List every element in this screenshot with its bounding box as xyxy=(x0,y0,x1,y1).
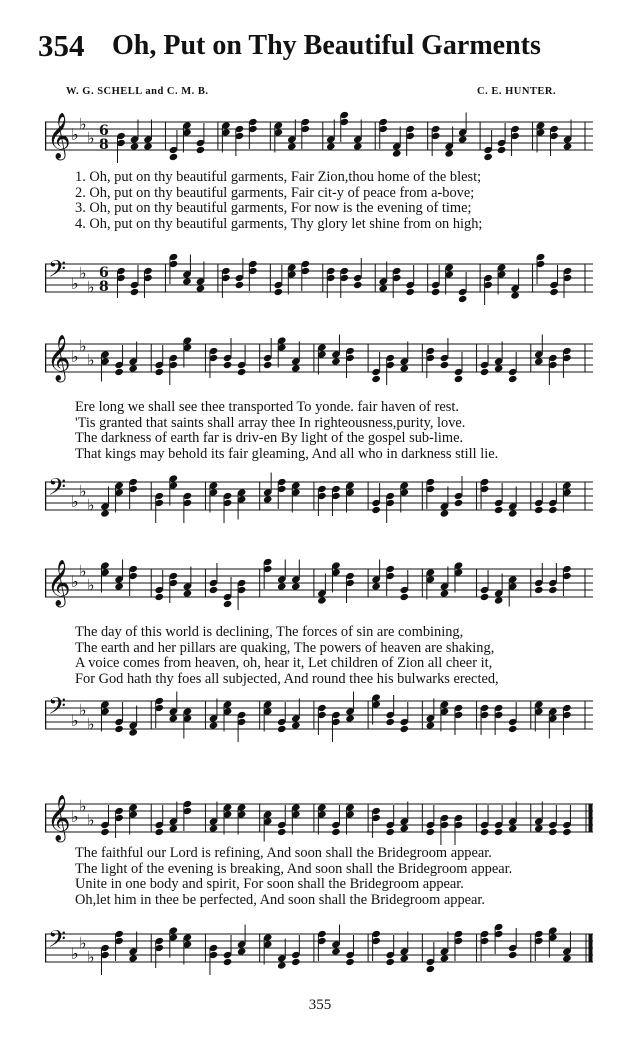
flat-icon: ♭ xyxy=(71,125,79,144)
treble-staff xyxy=(45,330,593,390)
note-head xyxy=(100,509,110,517)
note-head xyxy=(548,506,558,514)
note-head xyxy=(331,357,341,365)
lyrics-block-3 xyxy=(75,625,603,687)
hymn-number: 354 xyxy=(38,28,85,63)
flat-icon: ♭ xyxy=(87,495,95,515)
lyric-line: 3. Oh, put on thy beautiful garments, For now is the evening of time; xyxy=(75,200,472,216)
note-head xyxy=(114,368,124,376)
time-signature-denominator: 8 xyxy=(99,137,109,153)
note-head xyxy=(130,142,140,150)
bass-staff xyxy=(45,468,593,528)
note-head xyxy=(128,728,138,736)
note-head xyxy=(154,828,164,836)
note-head xyxy=(508,509,518,517)
note-head xyxy=(399,824,409,832)
note-head xyxy=(440,361,450,369)
flat-icon: ♭ xyxy=(79,933,87,953)
flat-icon: ♭ xyxy=(79,561,87,581)
note-head xyxy=(458,295,468,303)
treble-clef-icon: 𝄞 xyxy=(47,560,71,606)
note-head xyxy=(385,718,395,726)
note-head xyxy=(548,828,558,836)
bass-clef-icon: 𝄢 xyxy=(48,255,67,288)
lyric-line: Unite in one body and spirit, For soon shall the Bridegroom appear. xyxy=(75,876,464,892)
lyric-line: The darkness of earth far is driv-en By light of the gospel sub-lime. xyxy=(75,430,464,446)
note-head xyxy=(169,824,179,832)
time-signature-numerator: 6 xyxy=(99,123,109,139)
note-head xyxy=(183,589,193,597)
note-head xyxy=(371,506,381,514)
flat-icon: ♭ xyxy=(87,575,95,595)
note-head xyxy=(182,277,192,285)
note-head xyxy=(392,149,402,157)
flat-icon: ♭ xyxy=(71,347,79,366)
note-head xyxy=(371,375,381,383)
note-head xyxy=(209,824,219,832)
flat-icon: ♭ xyxy=(87,128,95,148)
note-head xyxy=(508,375,518,383)
note-head xyxy=(169,153,179,161)
note-head xyxy=(326,142,336,150)
note-head xyxy=(345,714,355,722)
lyric-line: Oh,let him in thee be perfected, And soon shall the Bridegroom appear. xyxy=(75,891,486,908)
note-head xyxy=(237,947,247,955)
flat-icon: ♭ xyxy=(71,572,79,591)
note-head xyxy=(274,288,284,296)
note-head xyxy=(431,288,441,296)
lyric-line: For God hath thy foes all subjected, And round thee his bulwarks erected, xyxy=(75,670,499,687)
flat-icon: ♭ xyxy=(79,700,87,720)
note-head xyxy=(508,824,518,832)
note-head xyxy=(263,361,273,369)
lyric-line: 1. Oh, put on thy beautiful garments, Fair Zion,thou home of the blest; xyxy=(75,169,482,185)
note-head xyxy=(405,288,415,296)
flat-icon: ♭ xyxy=(71,807,79,826)
lyric-line: Ere long we shall see thee transported To yonde. fair haven of rest. xyxy=(75,399,459,415)
flat-icon: ♭ xyxy=(71,274,79,293)
note-head xyxy=(444,149,454,157)
note-head xyxy=(130,288,140,296)
lyric-line: 4. Oh, put on thy beautiful garments, Thy glory let shine from on high; xyxy=(75,215,483,232)
lyric-line: The light of the evening is breaking, And soon shall the Bridegroom appear. xyxy=(75,860,513,877)
lyric-line: A voice comes from heaven, oh, hear it, Let children of Zion all cheer it, xyxy=(75,655,493,671)
flat-icon: ♭ xyxy=(79,796,87,816)
bass-staff xyxy=(45,687,593,747)
note-head xyxy=(534,824,544,832)
note-head xyxy=(426,828,436,836)
note-head xyxy=(331,947,341,955)
bass-clef-icon: 𝄢 xyxy=(48,473,67,506)
note-head xyxy=(317,596,327,604)
note-head xyxy=(563,142,573,150)
note-head xyxy=(440,589,450,597)
note-head xyxy=(548,586,558,594)
treble-clef-icon: 𝄞 xyxy=(47,113,71,159)
note-head xyxy=(480,368,490,376)
note-head xyxy=(454,499,464,507)
note-head xyxy=(345,958,355,966)
lyric-line: The day of this world is declining, The forces of sin are combining, xyxy=(75,624,464,640)
treble-staff xyxy=(45,790,593,850)
lyrics-block-4 xyxy=(75,846,603,908)
composer-credit: C. E. HUNTER. xyxy=(477,86,557,97)
note-head xyxy=(549,288,559,296)
page-number: 355 xyxy=(308,997,332,1013)
bass-clef-icon: 𝄢 xyxy=(48,692,67,725)
lyricist-credit: W. G. SCHELL and C. M. B. xyxy=(66,86,209,97)
bass-staff xyxy=(45,920,593,980)
note-head xyxy=(128,954,138,962)
flat-icon: ♭ xyxy=(87,810,95,830)
note-head xyxy=(287,142,297,150)
music-system-1 xyxy=(45,108,593,308)
flat-icon: ♭ xyxy=(79,263,87,283)
note-head xyxy=(454,375,464,383)
note-head xyxy=(426,965,436,973)
flat-icon: ♭ xyxy=(79,336,87,356)
flat-icon: ♭ xyxy=(87,277,95,297)
note-head xyxy=(291,582,301,590)
note-head xyxy=(494,364,504,372)
bass-clef-icon: 𝄢 xyxy=(48,925,67,958)
note-head xyxy=(223,600,233,608)
note-head xyxy=(480,828,490,836)
treble-staff xyxy=(45,108,593,168)
flat-icon: ♭ xyxy=(87,947,95,967)
note-head xyxy=(209,721,219,729)
note-head xyxy=(562,828,572,836)
music-system-4 xyxy=(45,790,593,990)
note-head xyxy=(440,954,450,962)
bass-staff xyxy=(45,250,593,310)
note-head xyxy=(480,593,490,601)
note-head xyxy=(223,958,233,966)
note-head xyxy=(494,828,504,836)
lyrics-block-1 xyxy=(75,170,603,232)
treble-staff xyxy=(45,555,593,615)
lyric-line: The faithful our Lord is refining, And soon shall the Bridegroom appear. xyxy=(75,845,492,861)
time-signature-numerator: 6 xyxy=(99,265,109,281)
flat-icon: ♭ xyxy=(79,481,87,501)
flat-icon: ♭ xyxy=(71,944,79,963)
note-head xyxy=(353,281,363,289)
music-system-2 xyxy=(45,330,593,530)
lyric-line: 'Tis granted that saints shall array thee In righteousness,purity, love. xyxy=(75,414,466,431)
lyric-line: The earth and her pillars are quaking, The powers of heaven are shaking, xyxy=(75,639,495,656)
note-head xyxy=(277,828,287,836)
note-head xyxy=(353,142,363,150)
note-head xyxy=(291,958,301,966)
note-head xyxy=(508,951,518,959)
note-head xyxy=(497,146,507,154)
music-system-3 xyxy=(45,555,593,755)
flat-icon: ♭ xyxy=(87,350,95,370)
note-head xyxy=(458,135,468,143)
note-head xyxy=(196,284,206,292)
note-head xyxy=(209,586,219,594)
note-head xyxy=(331,828,341,836)
note-head xyxy=(223,361,233,369)
note-head xyxy=(154,368,164,376)
hymn-title: Oh, Put on Thy Beautiful Garments xyxy=(112,30,541,61)
note-head xyxy=(399,725,409,733)
treble-clef-icon: 𝄞 xyxy=(47,795,71,841)
note-head xyxy=(399,364,409,372)
lyric-line: 2. Oh, put on thy beautiful garments, Fair cit-y of peace from a-bove; xyxy=(75,184,475,201)
note-head xyxy=(508,725,518,733)
note-head xyxy=(371,582,381,590)
note-head xyxy=(534,357,544,365)
note-head xyxy=(562,954,572,962)
note-head xyxy=(426,721,436,729)
lyric-line: That kings may behold its fair gleaming, And all who in darkness still lie. xyxy=(75,445,499,462)
note-head xyxy=(237,368,247,376)
note-head xyxy=(510,291,520,299)
note-head xyxy=(235,281,245,289)
note-head xyxy=(440,509,450,517)
note-head xyxy=(494,506,504,514)
note-head xyxy=(169,714,179,722)
note-head xyxy=(534,586,544,594)
note-head xyxy=(385,828,395,836)
time-signature-denominator: 8 xyxy=(99,279,109,295)
note-head xyxy=(114,582,124,590)
note-head xyxy=(143,142,153,150)
note-head xyxy=(494,596,504,604)
note-head xyxy=(399,954,409,962)
flat-icon: ♭ xyxy=(87,714,95,734)
note-head xyxy=(399,593,409,601)
note-head xyxy=(534,506,544,514)
note-head xyxy=(385,958,395,966)
note-head xyxy=(277,725,287,733)
flat-icon: ♭ xyxy=(71,492,79,511)
note-head xyxy=(378,284,388,292)
note-head xyxy=(196,146,206,154)
treble-clef-icon: 𝄞 xyxy=(47,335,71,381)
lyrics-block-2 xyxy=(75,400,603,462)
flat-icon: ♭ xyxy=(71,711,79,730)
note-head xyxy=(483,153,493,161)
note-head xyxy=(128,364,138,372)
note-head xyxy=(277,961,287,969)
flat-icon: ♭ xyxy=(79,114,87,134)
note-head xyxy=(291,721,301,729)
note-head xyxy=(277,582,287,590)
note-head xyxy=(100,828,110,836)
note-head xyxy=(154,593,164,601)
note-head xyxy=(291,364,301,372)
note-head xyxy=(114,725,124,733)
note-head xyxy=(263,495,273,503)
